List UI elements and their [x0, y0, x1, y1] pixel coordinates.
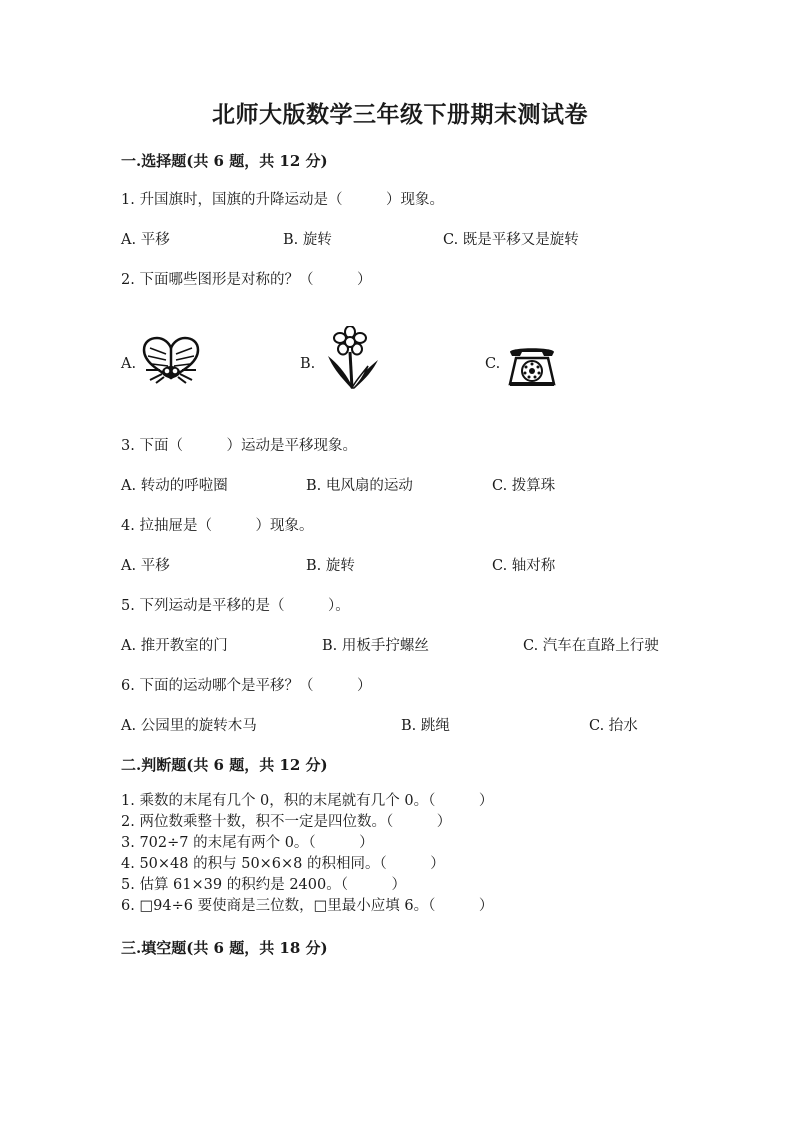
- option-a: A. 公园里的旋转木马: [121, 718, 257, 734]
- section-heading-choice: 一.选择题(共 6 题，共 12 分): [121, 152, 328, 170]
- page-title: 北师大版数学三年级下册期末测试卷: [212, 101, 588, 128]
- option-c: C. 轴对称: [492, 558, 556, 574]
- option-a: A. 平移: [121, 558, 170, 574]
- option-a: A. 转动的呼啦圈: [121, 478, 228, 494]
- option-a: A. 推开教室的门: [121, 638, 228, 654]
- option-c: C.: [485, 356, 501, 372]
- judgement-item: 4. 50×48 的积与 50×6×8 的积相同。（ ）: [121, 856, 445, 872]
- section-heading-judgement: 二.判断题(共 6 题，共 12 分): [121, 756, 328, 774]
- option-b: B. 旋转: [306, 558, 355, 574]
- option-a: A. 平移: [121, 232, 170, 248]
- flower-icon: [322, 326, 382, 390]
- judgement-item: 1. 乘数的末尾有几个 0，积的末尾就有几个 0。（ ）: [121, 793, 494, 809]
- option-b: B. 跳绳: [401, 718, 450, 734]
- bug-icon: [138, 334, 204, 384]
- option-c: C. 拨算珠: [492, 478, 556, 494]
- question-stem: 3. 下面（ ）运动是平移现象。: [121, 438, 357, 454]
- judgement-item: 2. 两位数乘整十数，积不一定是四位数。（ ）: [121, 814, 452, 830]
- question-stem: 1. 升国旗时，国旗的升降运动是（ ）现象。: [121, 192, 444, 208]
- option-c: C. 抬水: [589, 718, 638, 734]
- option-b: B. 用板手拧螺丝: [322, 638, 429, 654]
- judgement-item: 6. □94÷6 要使商是三位数，□里最小应填 6。（ ）: [121, 898, 494, 914]
- question-stem: 6. 下面的运动哪个是平移？（ ）: [121, 678, 372, 694]
- question-stem: 5. 下列运动是平移的是（ ）。: [121, 598, 350, 614]
- option-b: B.: [300, 356, 316, 372]
- option-b: B. 电风扇的运动: [306, 478, 413, 494]
- question-stem: 4. 拉抽屉是（ ）现象。: [121, 518, 314, 534]
- telephone-icon: [506, 344, 558, 388]
- question-stem: 2. 下面哪些图形是对称的？（ ）: [121, 272, 372, 288]
- option-a: A.: [121, 356, 137, 372]
- option-c: C. 既是平移又是旋转: [443, 232, 579, 248]
- section-heading-fill-blank: 三.填空题(共 6 题，共 18 分): [121, 939, 328, 957]
- option-b: B. 旋转: [283, 232, 332, 248]
- judgement-item: 5. 估算 61×39 的积约是 2400。（ ）: [121, 877, 406, 893]
- option-c: C. 汽车在直路上行驶: [523, 638, 659, 654]
- judgement-item: 3. 702÷7 的末尾有两个 0。（ ）: [121, 835, 374, 851]
